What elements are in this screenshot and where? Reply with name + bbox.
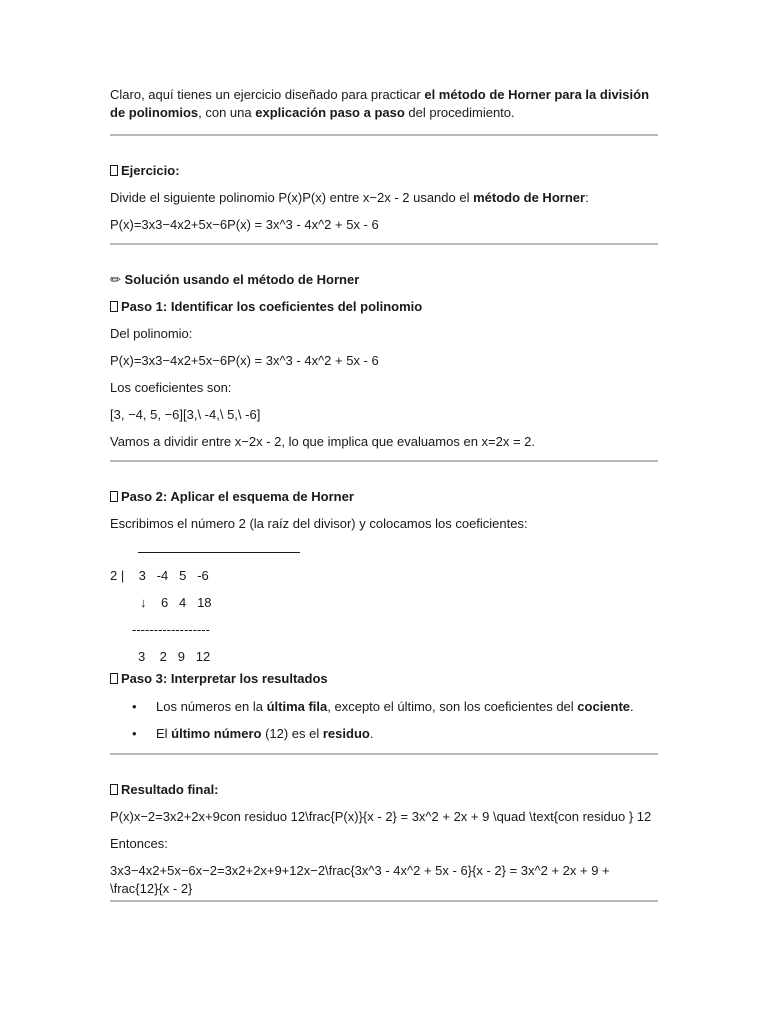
horner-multiplication-row: ↓ 6 4 18 (140, 595, 212, 610)
horner-result-row: 3 2 9 12 (138, 649, 211, 664)
b2-bold-2: residuo (322, 726, 370, 741)
pencil-icon: ✏ (110, 272, 121, 287)
b2-text-c: . (369, 726, 374, 741)
intro-text-2: , con una (198, 105, 256, 120)
resultado-final: 3x3−4x2+5x−6x−2=3x2+2x+9+12x−2\frac{3x^3 - 4x^2 + 5x - 6}{x - 2} = 3x^2 + 2x + 9 + \frac{12}{x - 2} (110, 863, 610, 896)
paso2-description: Escribimos el número 2 (la raíz del divisor) y colocamos los coeficientes: (110, 516, 528, 531)
missing-glyph-icon (110, 491, 118, 502)
del-polinomio-label: Del polinomio: (110, 326, 193, 341)
resultado-heading (110, 781, 658, 799)
divider-5 (110, 900, 658, 902)
ejercicio-polinomio: P(x)=3x3−4x2+5x−6P(x) = 3x^3 - 4x^2 + 5x - 6 (110, 217, 379, 232)
paso1-title: Paso 1: Identificar los coeficientes del polinomio (121, 299, 423, 314)
coeficientes-values: [3, −4, 5, −6][3,\ -4,\ 5,\ -6] (110, 407, 261, 422)
intro-bold-2: explicación paso a paso (255, 105, 405, 120)
missing-glyph-icon (110, 165, 118, 176)
paso2-section (110, 488, 658, 670)
solucion-heading (110, 271, 658, 289)
paso2-title: Paso 2: Aplicar el esquema de Horner (121, 489, 354, 504)
paso3-title: Paso 3: Interpretar los resultados (121, 671, 328, 686)
intro-text-1: Claro, aquí tienes un ejercicio diseñado para practicar (110, 87, 425, 102)
b2-bold-1: último número (171, 726, 262, 741)
b2-text-b: (12) es el (261, 726, 323, 741)
intro-bold-1: el método de Horner para la división de polinomios (110, 87, 650, 120)
b1-text-a: Los números en la (156, 699, 267, 714)
resultado-title: Resultado final: (121, 782, 219, 797)
ejercicio-section (110, 162, 658, 234)
missing-glyph-icon (110, 673, 118, 684)
paso2-heading (110, 488, 658, 506)
ejercicio-title: Ejercicio: (121, 163, 180, 178)
solucion-section (110, 271, 658, 451)
missing-glyph-icon (110, 784, 118, 795)
ejercicio-line-bold: método de Horner (473, 190, 586, 205)
horner-top-line (138, 538, 300, 553)
b1-bold-2: cociente (577, 699, 631, 714)
dividir-text: Vamos a dividir entre x−2x - 2, lo que implica que evaluamos en x=2x = 2. (110, 434, 536, 449)
list-item (110, 693, 658, 720)
divider-3 (110, 460, 658, 462)
missing-glyph-icon (110, 301, 118, 312)
divider-4 (110, 753, 658, 755)
ejercicio-instruction (110, 189, 658, 207)
b1-bold-1: última fila (266, 699, 328, 714)
horner-top-line-row (110, 535, 658, 562)
paso3-list (110, 693, 658, 747)
ejercicio-line-a: Divide el siguiente polinomio P(x)P(x) entre x−2x - 2 usando el (110, 190, 474, 205)
b2-text-a: El (156, 726, 172, 741)
paso3-heading (110, 670, 658, 688)
paso1-polinomio: P(x)=3x3−4x2+5x−6P(x) = 3x^3 - 4x^2 + 5x - 6 (110, 353, 379, 368)
document-page (110, 86, 658, 902)
list-item (110, 720, 658, 747)
resultado-section (110, 781, 658, 898)
entonces-label: Entonces: (110, 836, 168, 851)
paso3-section (110, 670, 658, 747)
intro-paragraph (110, 86, 658, 122)
intro-text-3: del procedimiento. (404, 105, 515, 120)
divider-1 (110, 134, 658, 136)
divider-2 (110, 243, 658, 245)
b1-text-c: . (630, 699, 634, 714)
b1-text-b: , excepto el último, son los coeficientes del (327, 699, 578, 714)
horner-coefficients-row: 2 | 3 -4 5 -6 (110, 568, 209, 583)
paso1-heading (110, 298, 658, 316)
resultado-formula: P(x)x−2=3x2+2x+9con residuo 12\frac{P(x)}{x - 2} = 3x^2 + 2x + 9 \quad \text{con residuo } 12 (110, 809, 652, 824)
horner-dash-row: ------------------ (132, 622, 210, 637)
coeficientes-label: Los coeficientes son: (110, 380, 232, 395)
ejercicio-line-b: : (585, 190, 589, 205)
ejercicio-heading (110, 162, 658, 180)
solucion-title: Solución usando el método de Horner (124, 272, 360, 287)
